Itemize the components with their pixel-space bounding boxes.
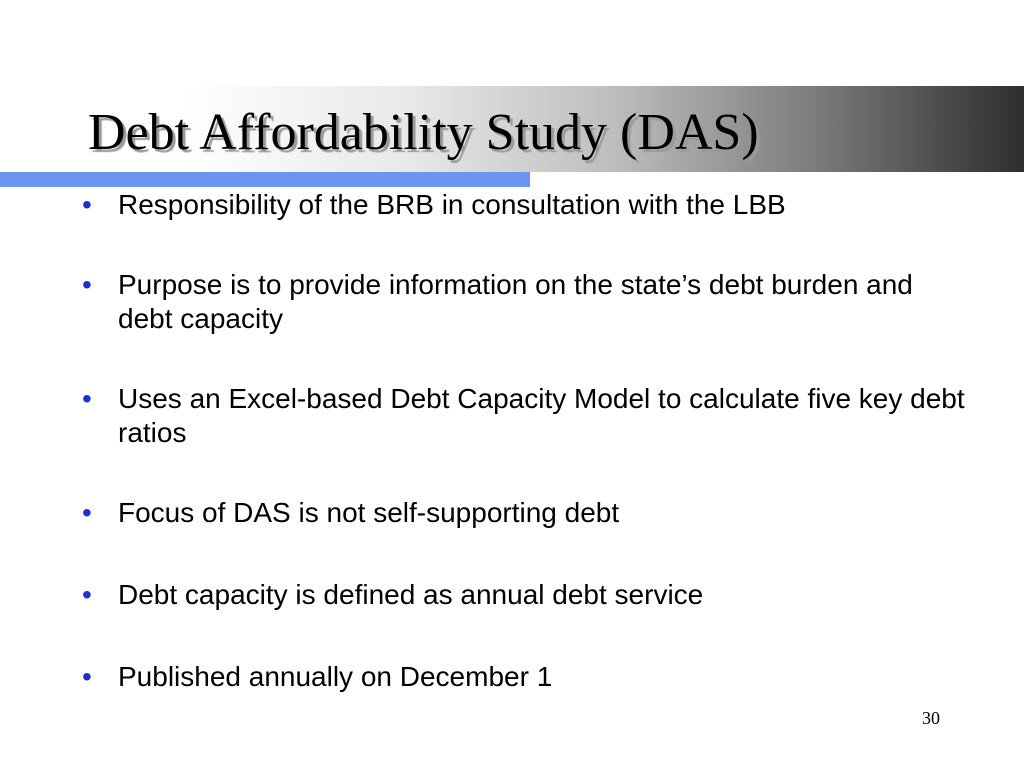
bullet-item-2 xyxy=(78,268,968,336)
bullet-list xyxy=(78,188,968,694)
bullet-item-1 xyxy=(78,188,968,222)
bullet-item-3 xyxy=(78,382,968,450)
slide-title: Debt Affordability Study (DAS) xyxy=(88,104,759,161)
bullet-icon: • xyxy=(82,189,92,220)
bullet-text: Published annually on December 1 xyxy=(118,661,553,692)
bullet-icon: • xyxy=(82,579,92,610)
bullet-text: Responsibility of the BRB in consultation with the LBB xyxy=(118,189,786,220)
bullet-text: Debt capacity is defined as annual debt service xyxy=(118,579,704,610)
bullet-item-6 xyxy=(78,660,968,694)
bullet-icon: • xyxy=(82,661,92,692)
bullet-icon: • xyxy=(82,269,92,300)
bullet-icon: • xyxy=(82,497,92,528)
page-number: 30 xyxy=(922,708,940,728)
bullet-text: Uses an Excel-based Debt Capacity Model to calculate five key debt ratios xyxy=(118,383,965,448)
bullet-text: Purpose is to provide information on the state’s debt burden and debt capacity xyxy=(118,269,913,334)
bullet-item-5 xyxy=(78,578,968,612)
bullet-item-4 xyxy=(78,496,968,530)
bullet-icon: • xyxy=(82,383,92,414)
bullet-text: Focus of DAS is not self-supporting debt xyxy=(118,497,620,528)
title-accent-bar xyxy=(0,172,530,187)
